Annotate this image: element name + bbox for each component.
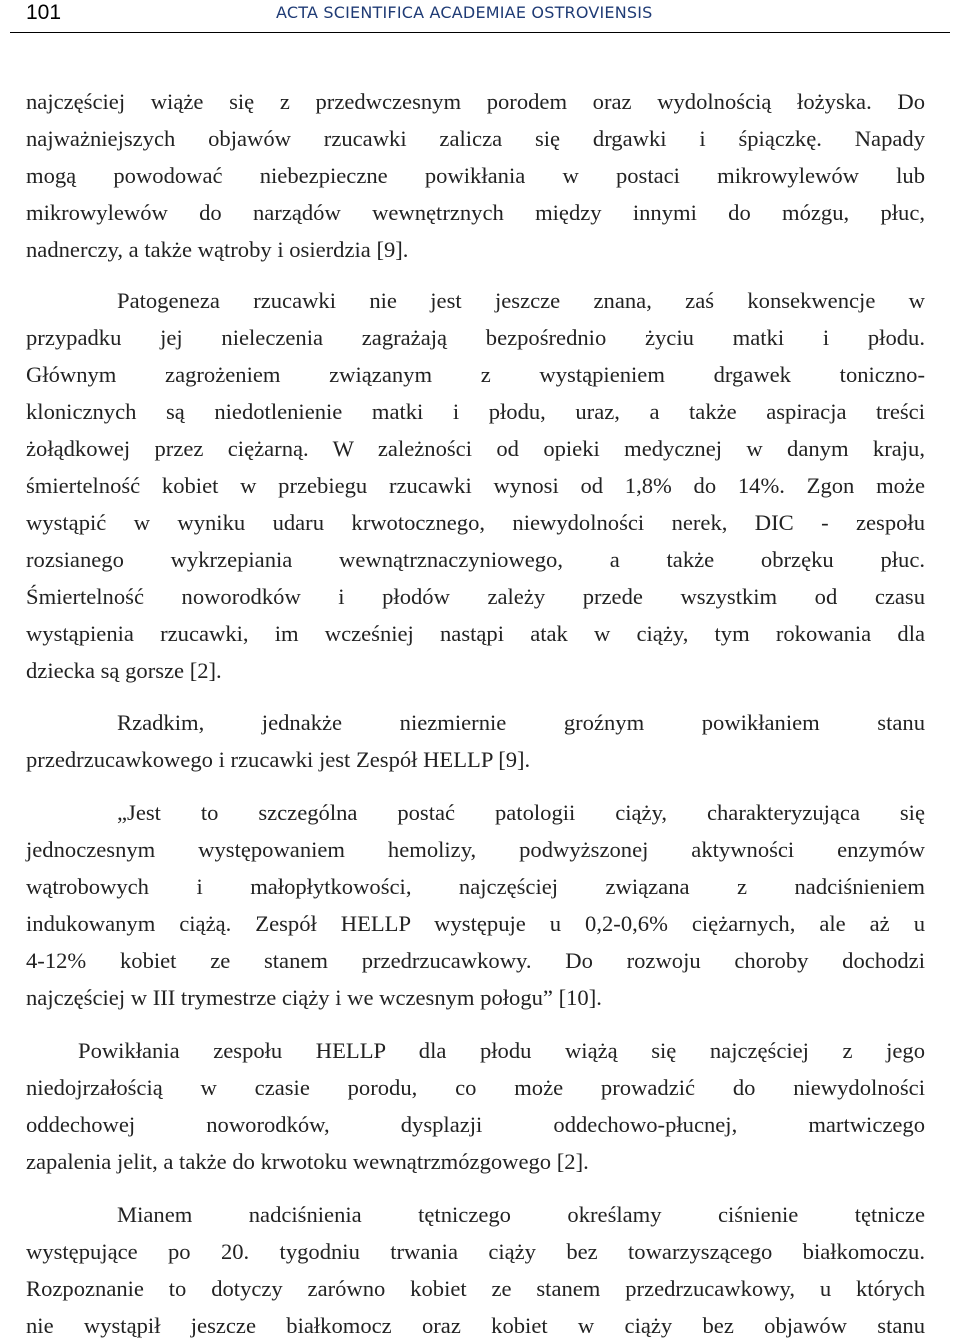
paragraph-line: Śmiertelność noworodków i płodów zależy przede wszystkim od czasu (26, 584, 925, 609)
paragraph-line: Powikłania zespołu HELLP dla płodu wiążą się najczęściej z jego (78, 1038, 925, 1063)
paragraph-line: jednoczesnym występowaniem hemolizy, podwyższonej aktywności enzymów (26, 837, 925, 862)
paragraph-line: wystąpienia rzucawki, im wcześniej nastąpi atak w ciąży, tym rokowania dla (26, 621, 925, 646)
paragraph-line: nadnerczy, a także wątroby i osierdzia [9]. (26, 237, 409, 262)
paragraph-line: mikrowylewów do narządów wewnętrznych między innymi do mózgu, płuc, (26, 200, 925, 225)
paragraph-line: Mianem nadciśnienia tętniczego określamy ciśnienie tętnicze (117, 1202, 925, 1227)
paragraph-line: klonicznych są niedotlenienie matki i płodu, uraz, a także aspiracja treści (26, 399, 925, 424)
paragraph-line: dziecka są gorsze [2]. (26, 658, 222, 683)
page-header (0, 0, 960, 33)
paragraph-line: Patogeneza rzucawki nie jest jeszcze znana, zaś konsekwencje w (117, 288, 925, 313)
page-number: 101 (26, 1, 62, 24)
paragraph-line: przypadku jej nieleczenia zagrażają bezpośrednio życiu matki i płodu. (26, 325, 925, 350)
paragraph-line: nie wystąpił jeszcze białkomocz oraz kobiet w ciąży bez objawów stanu (26, 1313, 925, 1338)
paragraph-line: wystąpić w wyniku udaru krwotocznego, niewydolności nerek, DIC - zespołu (26, 510, 925, 535)
paragraph-line: Rzadkim, jednakże niezmiernie groźnym powikłaniem stanu (117, 710, 925, 735)
header-rule (10, 32, 950, 33)
article-body (26, 83, 925, 1344)
paragraph-line: indukowanym ciążą. Zespół HELLP występuje u 0,2-0,6% ciężarnych, ale aż u (26, 911, 925, 936)
paragraph-line: zapalenia jelit, a także do krwotoku wewnątrzmózgowego [2]. (26, 1149, 589, 1174)
paragraph-line: występujące po 20. tygodniu trwania ciąży bez towarzyszącego białkomoczu. (26, 1239, 925, 1264)
paragraph-line: żołądkowej przez ciężarną. W zależności od opieki medycznej w danym kraju, (26, 436, 925, 461)
paragraph-line: Rozpoznanie to dotyczy zarówno kobiet ze stanem przedrzucawkowy, u których (26, 1276, 925, 1301)
paragraph-line: wątrobowych i małopłytkowości, najczęściej związana z nadciśnieniem (26, 874, 925, 899)
paragraph-line: niedojrzałością w czasie porodu, co może prowadzić do niewydolności (26, 1075, 925, 1100)
paragraph-line: rozsianego wykrzepiania wewnątrznaczyniowego, a także obrzęku płuc. (26, 547, 925, 572)
paragraph-line: najczęściej wiąże się z przedwczesnym porodem oraz wydolnością łożyska. Do (26, 89, 925, 114)
journal-title: ACTA SCIENTIFICA ACADEMIAE OSTROVIENSIS (276, 3, 653, 22)
paragraph-line: najważniejszych objawów rzucawki zalicza się drgawki i śpiączkę. Napady (26, 126, 925, 151)
paragraph-line: najczęściej w III trymestrze ciąży i we wczesnym połogu” [10]. (26, 985, 602, 1010)
paragraph-line: Głównym zagrożeniem związanym z wystąpieniem drgawek toniczno- (26, 362, 925, 387)
paragraph-line: śmiertelność kobiet w przebiegu rzucawki wynosi od 1,8% do 14%. Zgon może (26, 473, 925, 498)
paragraph-line: oddechowej noworodków, dysplazji oddechowo-płucnej, martwiczego (26, 1112, 925, 1137)
paragraph-line: mogą powodować niebezpieczne powikłania w postaci mikrowylewów lub (26, 163, 925, 188)
paragraph-line: 4-12% kobiet ze stanem przedrzucawkowy. Do rozwoju choroby dochodzi (26, 948, 925, 973)
paragraph-line: „Jest to szczególna postać patologii ciąży, charakteryzująca się (117, 800, 925, 825)
paragraph-line: przedrzucawkowego i rzucawki jest Zespół HELLP [9]. (26, 747, 531, 772)
